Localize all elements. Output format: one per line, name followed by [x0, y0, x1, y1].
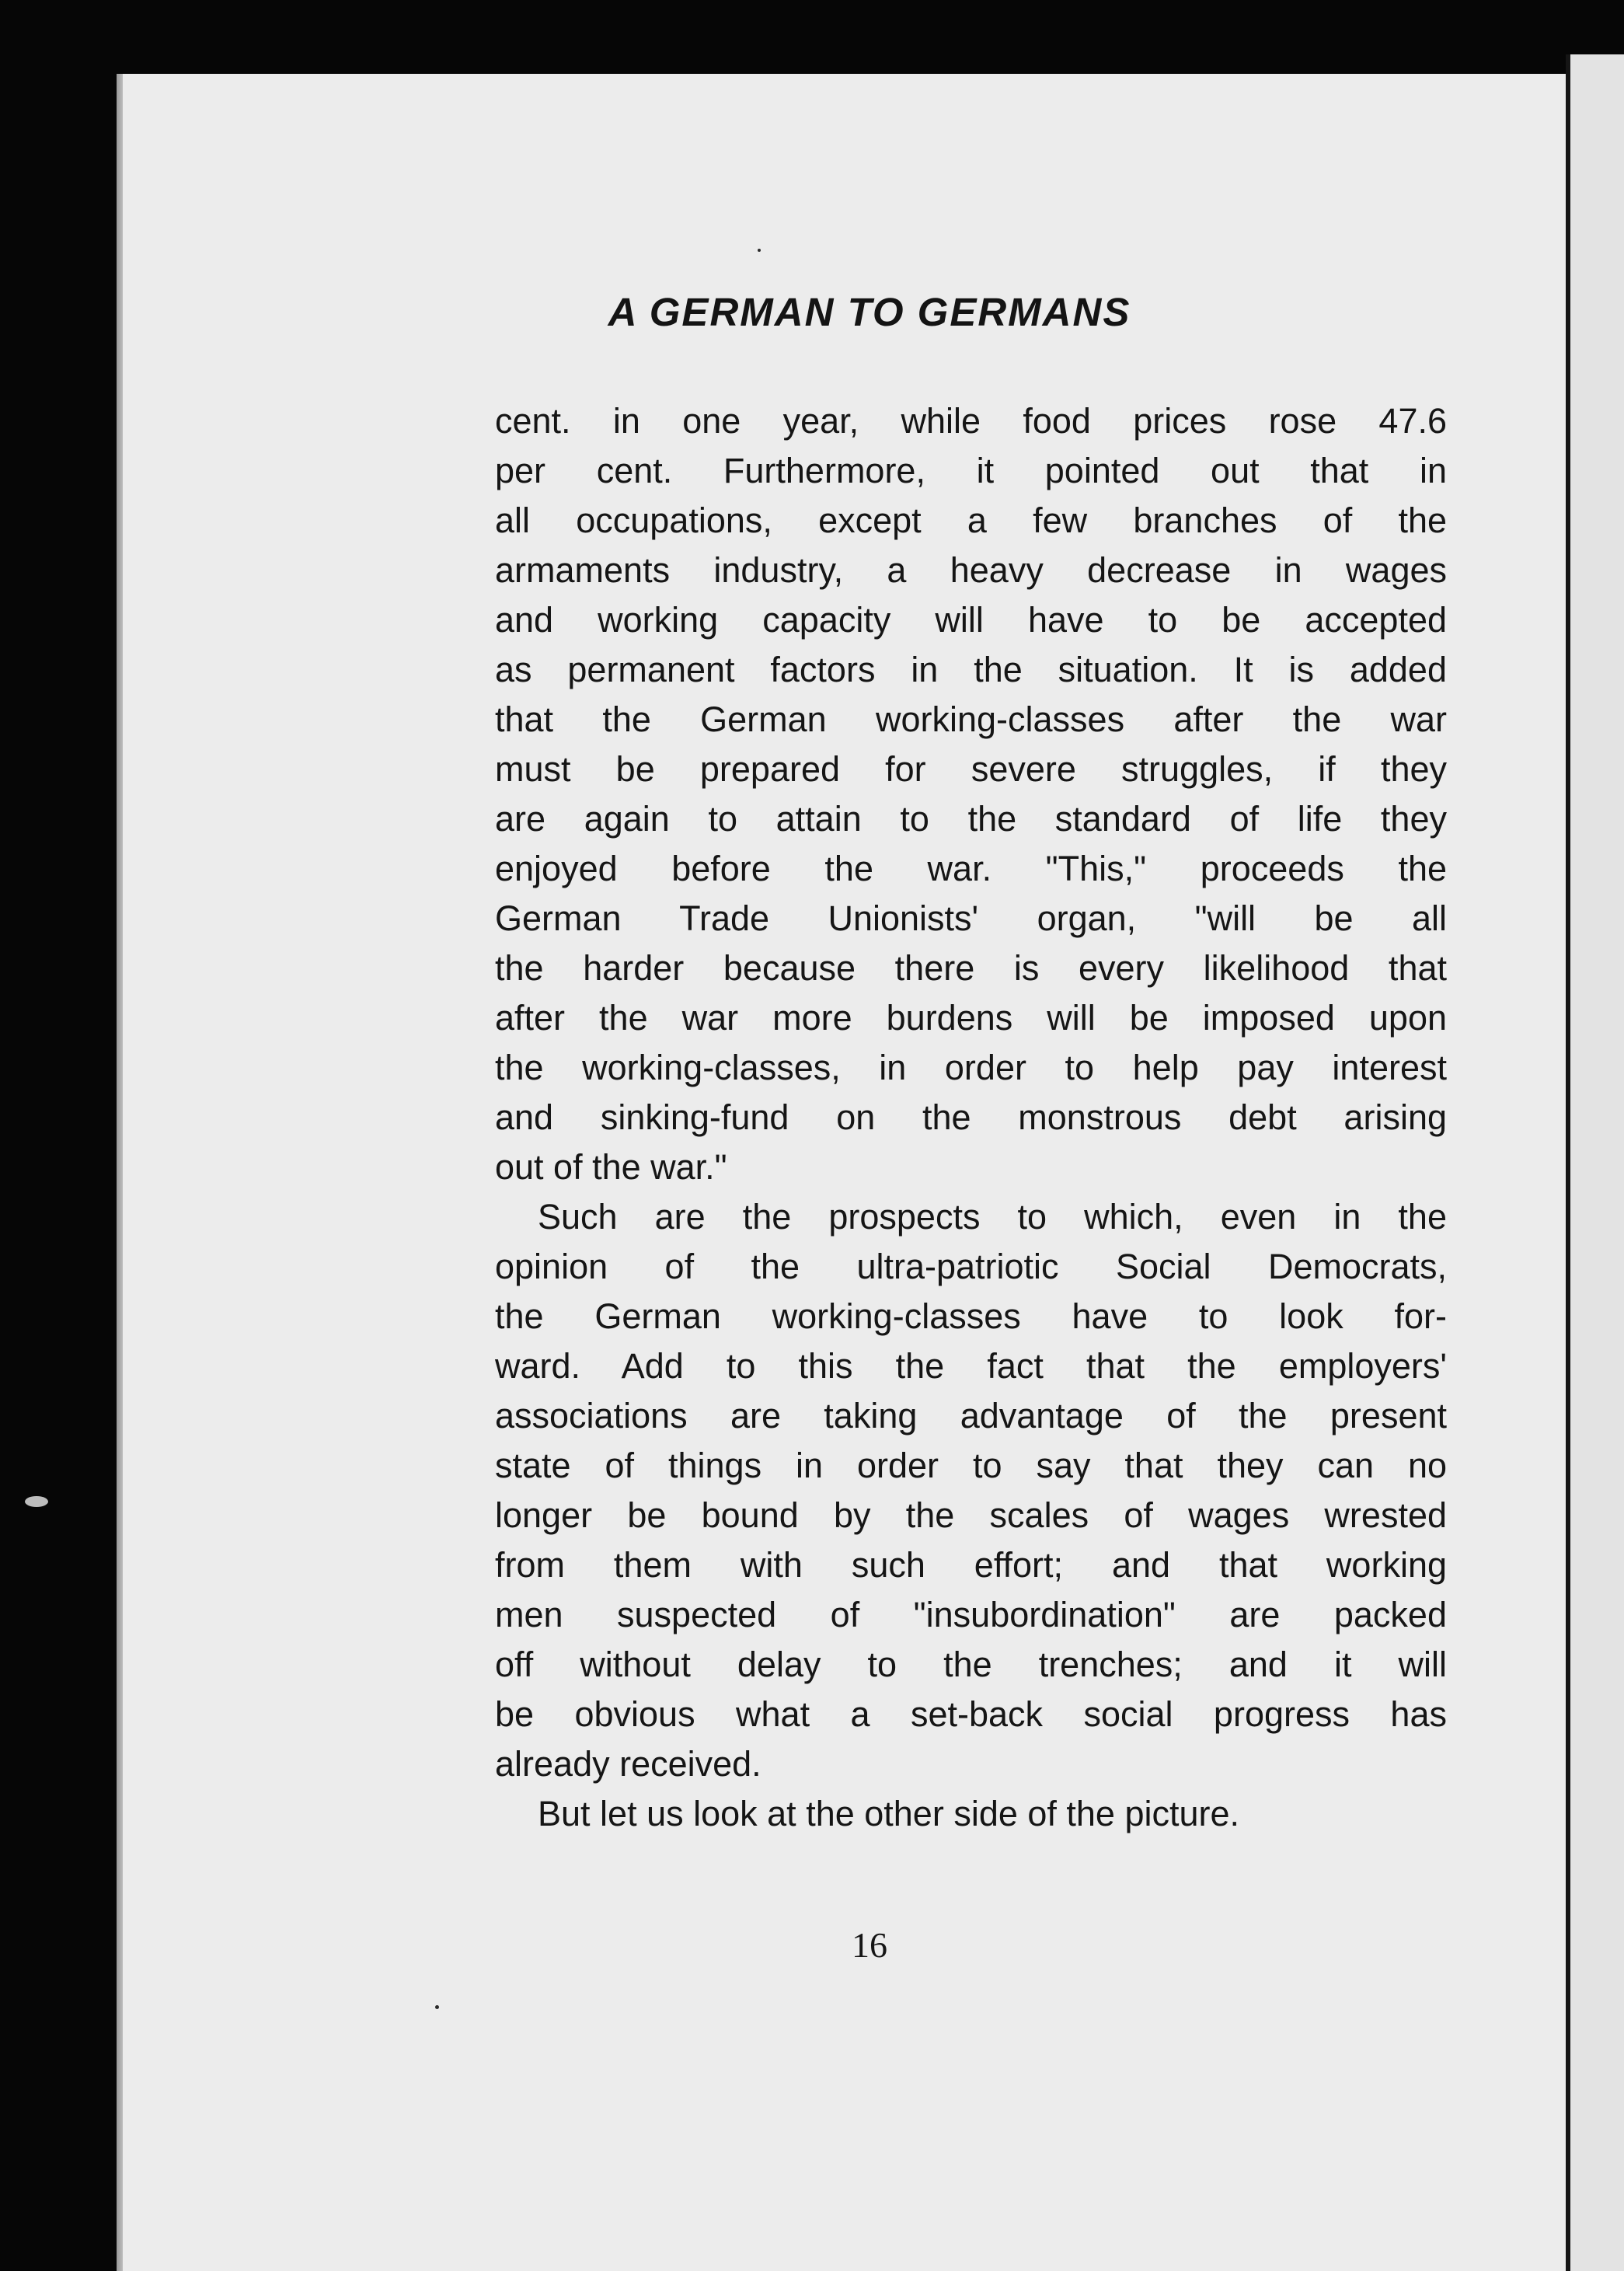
text-line: be obvious what a set-back social progress has — [495, 1694, 1447, 1734]
text-line: that the German working-classes after the war — [495, 699, 1447, 739]
scan-speck — [758, 249, 761, 252]
text-line: men suspected of "insubordination" are packed — [495, 1595, 1447, 1634]
text-line: ward. Add to this the fact that the employers' — [495, 1346, 1447, 1386]
text-line: are again to attain to the standard of life they — [495, 799, 1447, 839]
text-line: from them with such effort; and that working — [495, 1545, 1447, 1585]
text-line: must be prepared for severe struggles, if they — [495, 749, 1447, 789]
text-line: But let us look at the other side of the picture. — [538, 1794, 1240, 1833]
text-line: already received. — [495, 1744, 761, 1784]
paragraph-2 — [495, 1192, 1447, 1789]
text-line: the working-classes, in order to help pay interest — [495, 1048, 1447, 1087]
paragraph-3 — [495, 1789, 1447, 1839]
text-line: and sinking-fund on the monstrous debt arising — [495, 1097, 1447, 1137]
text-line: all occupations, except a few branches of the — [495, 501, 1447, 540]
scan-speck — [25, 1496, 48, 1507]
text-line: cent. in one year, while food prices rose 47.6 — [495, 401, 1447, 441]
text-line: per cent. Furthermore, it pointed out that in — [495, 451, 1447, 490]
text-line: longer be bound by the scales of wages wrested — [495, 1495, 1447, 1535]
text-line: the harder because there is every likelihood that — [495, 948, 1447, 988]
text-line: out of the war." — [495, 1147, 727, 1187]
text-line: opinion of the ultra-patriotic Social Democrats, — [495, 1247, 1447, 1286]
text-line: German Trade Unionists' organ, "will be all — [495, 898, 1447, 938]
page-number: 16 — [852, 1925, 887, 1965]
text-line: and working capacity will have to be accepted — [495, 600, 1447, 640]
scan-speck — [435, 2005, 439, 2009]
text-line: enjoyed before the war. "This," proceeds the — [495, 849, 1447, 888]
text-line: state of things in order to say that they can no — [495, 1446, 1447, 1485]
text-line: Such are the prospects to which, even in the — [538, 1197, 1447, 1237]
body-text — [495, 396, 1447, 1839]
text-line: the German working-classes have to look for- — [495, 1296, 1447, 1336]
running-head: A GERMAN TO GERMANS — [608, 290, 1131, 334]
text-line: armaments industry, a heavy decrease in wages — [495, 550, 1447, 590]
text-line: as permanent factors in the situation. It is added — [495, 650, 1447, 689]
text-line: off without delay to the trenches; and it will — [495, 1645, 1447, 1684]
paragraph-1 — [495, 396, 1447, 1192]
text-line: associations are taking advantage of the present — [495, 1396, 1447, 1436]
text-line: after the war more burdens will be imposed upon — [495, 998, 1447, 1038]
